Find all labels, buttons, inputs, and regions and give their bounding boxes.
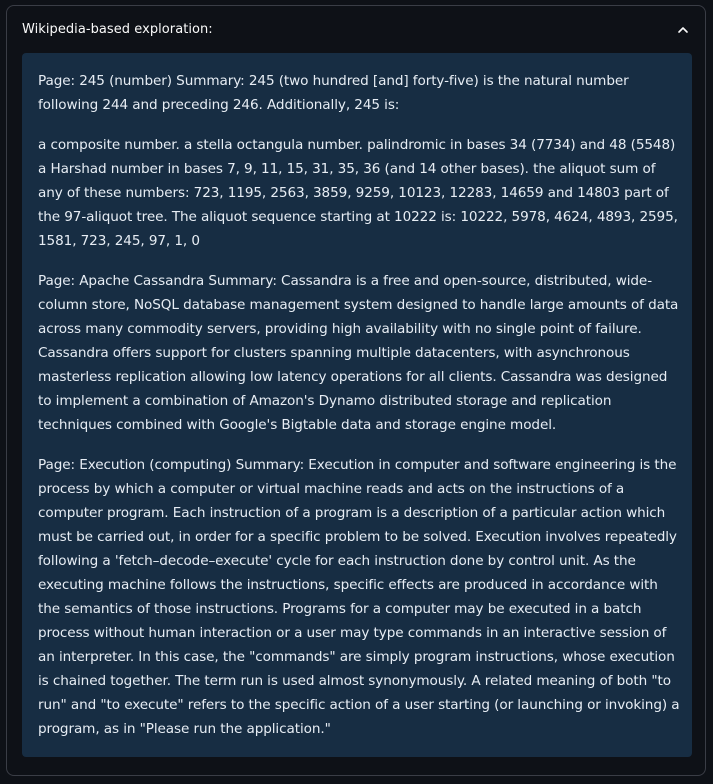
paragraph-apache-cassandra: Page: Apache Cassandra Summary: Cassandra is a free and open-source, distributed, wide-column store, NoSQL database management system designed to handle large amounts of data across many commodity servers, providing high availability with no single point of failure. Cassandra offers support for clusters spanning multiple datacenters, with asynchronous masterless replication allowing low latency operations for all clients. Cassandra was designed to implement a combination of Amazon's Dynamo distributed storage and replication techniques combined with Google's Bigtable data and storage engine model.: [38, 273, 679, 433]
expander-header[interactable]: [7, 6, 705, 53]
expander-title: Wikipedia-based exploration:: [22, 22, 213, 37]
wikipedia-expander: [6, 5, 706, 776]
paragraph-execution-computing: Page: Execution (computing) Summary: Execution in computer and software engineering is the process by which a computer or virtual machine reads and acts on the instructions of a computer program. Each instruction of a program is a description of a particular action which must be carried out, in order for a specific problem to be solved. Execution involves repeatedly following a 'fetch–decode–execute' cycle for each instruction done by control unit. As the executing machine follows the instructions, specific effects are produced in accordance with the semantics of those instructions. Programs for a computer may be executed in a batch process without human interaction or a user may type commands in an interactive session of an interpreter. In this case, the "commands" are simply program instructions, whose execution is chained together. The term run is used almost synonymously. A related meaning of both "to run" and "to execute" refers to the specific action of a user starting (or launching or invoking) a program, as in "Please run the application.": [38, 457, 680, 737]
exploration-content: [22, 53, 692, 757]
chevron-up-icon[interactable]: [677, 24, 689, 36]
paragraph-245-properties: a composite number. a stella octangula number. palindromic in bases 34 (7734) and 48 (5548) a Harshad number in bases 7, 9, 11, 15, 31, 35, 36 (and 14 other bases). the aliquot sum of any of these numbers: 723, 1195, 2563, 3859, 9259, 10123, 12283, 14659 and 14803 part of the 97-aliquot tree. The aliquot sequence starting at 10222 is: 10222, 5978, 4624, 4893, 2595, 1581, 723, 245, 97, 1, 0: [38, 137, 678, 249]
paragraph-245-number: Page: 245 (number) Summary: 245 (two hundred [and] forty-five) is the natural number following 244 and preceding 246. Additionally, 245 is:: [38, 73, 629, 113]
